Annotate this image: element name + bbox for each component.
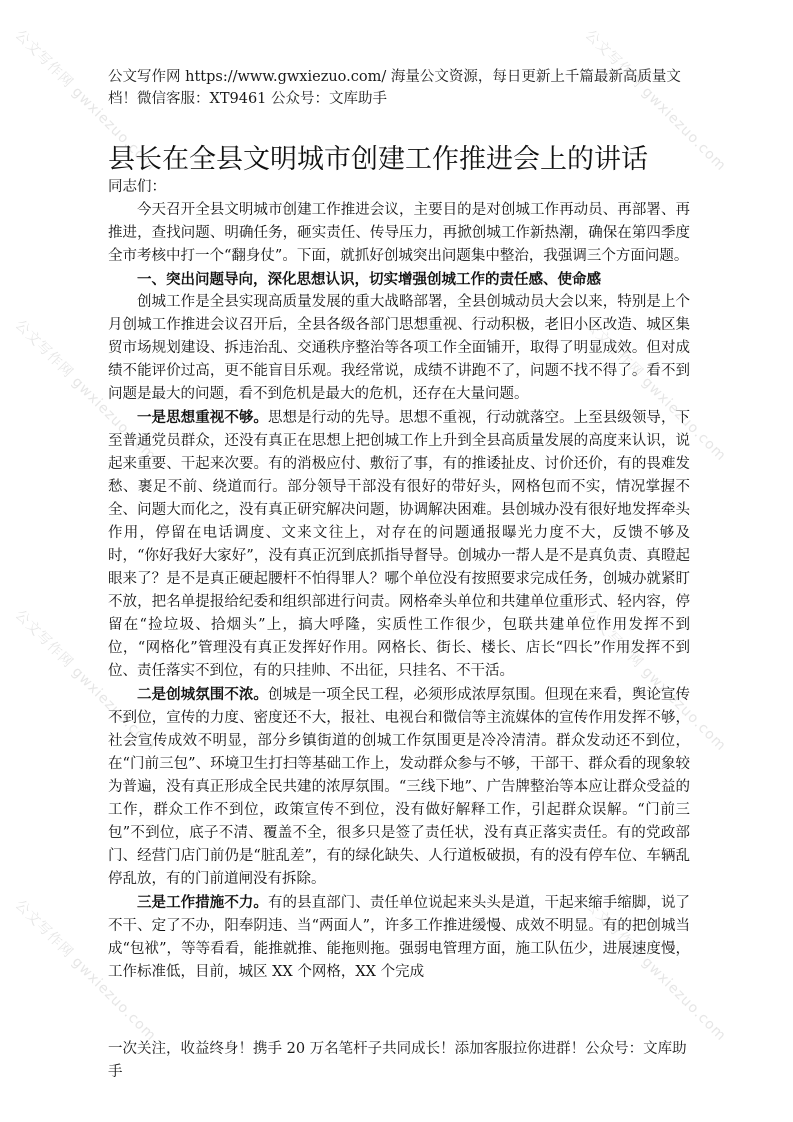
problem-item-text: 创城是一项全民工程，必须形成浓厚氛围。但现在来看，舆论宣传不到位，宣传的力度、密度还不大，报社、电视台和微信等主流媒体的宣传作用发挥不够，社会宣传成效不明显，部分乡镇街道的创城工作氛围更是冷冷清清。群众发动还不到位，在“门前三包”、环境卫生打扫等基础工作上，发动群众参与不够，干部干、群众看的现象较为普遍，没有真正形成全民共建的浓厚氛围。“三线下地”、广告牌整治等本应让群众受益的工作，群众工作不到位，政策宣传不到位，没有做好解释工作，引起群众误解。“门前三包”不到位，底子不清、覆盖不全，很多只是签了责任状，没有真正落实责任。有的党政部门、经营门店门前仍是“脏乱差”，有的绿化缺失、人行道板破损，有的没有停车位、车辆乱停乱放，有的门前道闸没有拆除。 [108, 687, 691, 887]
document-title: 县长在全县文明城市创建工作推进会上的讲话 [108, 144, 648, 175]
watermark-text: 公文写作网 gwxiezuo.com [11, 317, 160, 465]
watermark-text: 公文写作网 gwxiezuo.com [11, 27, 160, 175]
watermark-text: 公文写作网 gwxiezuo.com [581, 27, 730, 175]
watermark-text: 公文写作网 gwxiezuo.com [581, 317, 730, 465]
problem-item-lead: 一是思想重视不够。 [137, 409, 268, 426]
section-paragraph: 创城工作是全县实现高质量发展的重大战略部署，全县创城动员大会以来，特别是上个月创城工作推进会议召开后，全县各级各部门思想重视、行动积极，老旧小区改造、城区集贸市场规划建设、拆违治乱、交通秩序整治等各项工作全面铺开，取得了明显成效。但对成绩不能评价过高，更不能盲目乐观。我经常说，成绩不讲跑不了，问题不找不得了。看不到问题是最大的问题，看不到危机是最大的危机，还存在大量问题。 [108, 294, 690, 402]
problem-item-text: 思想是行动的先导。思想不重视，行动就落空。上至县级领导，下至普通党员群众，还没有真正在思想上把创城工作上升到全县高质量发展的高度来认识，说起来重要、干起来次要。有的消极应付、敷衍了事，有的推诿扯皮、讨价还价，有的畏难发愁、裹足不前、绕道而行。部分领导干部没有很好的带好头，网格包而不实，情况掌握不全、问题大而化之，没有真正研究解决问题，协调解决困难。县创城办没有很好地发挥牵头作用，停留在电话调度、文来文往上，对存在的问题通报曝光力度不大，反馈不够及时，“你好我好大家好”，没有真正沉到底抓指导督导。创城办一帮人是不是真负责、真瞪起眼来了？是不是真正硬起腰杆不怕得罪人？哪个单位没有按照要求完成任务，创城办就紧盯不放，把名单提报给纪委和组织部进行问责。网格牵头单位和共建单位重形式、轻内容，停留在“捡垃圾、拾烟头”上，搞大呼隆，实质性工作很少，包联共建单位作用发挥不到位，“网格化”管理没有真正发挥好作用。网格长、街长、楼长、店长“四长”作用发挥不到位、责任落实不到位，有的只挂帅、不出征，只挂名、不干活。 [108, 410, 691, 679]
header-note: 公文写作网 https://www.gwxiezuo.com/ 海量公文资源，每日更新上千篇最新高质量文档！微信客服：XT9461 公众号：文库助手 [108, 69, 681, 107]
salutation: 同志们： [108, 179, 166, 195]
watermark-text: 公文写作网 gwxiezuo.com [11, 897, 160, 1045]
intro-paragraph: 今天召开全县文明城市创建工作推进会议，主要目的是对创城工作再动员、再部署、再推进，查找问题、明确任务，砸实责任、传导压力，再掀创城工作新热潮，确保在第四季度全市考核中打一个“翻身仗”。下面，就抓好创城突出问题集中整治，我强调三个方面问题。 [108, 202, 690, 264]
problem-item-1 [108, 406, 690, 683]
section-heading: 一、突出问题导向，深化思想认识，切实增强创城工作的责任感、使命感 [137, 271, 601, 288]
problem-item-lead: 二是创城氛围不浓。 [137, 686, 268, 703]
document-body [108, 176, 690, 984]
problem-item-lead: 三是工作措施不力。 [137, 894, 268, 911]
problem-item-2 [108, 683, 690, 891]
problem-item-3 [108, 891, 690, 984]
watermark-text: 公文写作网 gwxiezuo.com [581, 897, 730, 1045]
watermark-text: 公文写作网 gwxiezuo.com [11, 607, 160, 755]
watermark-text: 公文写作网 gwxiezuo.com [581, 607, 730, 755]
problem-item-text: 有的县直部门、责任单位说起来头头是道，干起来缩手缩脚，说了不干、定了不办，阳奉阴违、当“两面人”，许多工作推进缓慢、成效不明显。有的把创城当成“包袱”，等等看看，能推就推、能拖则拖。强弱电管理方面，施工队伍少，进展速度慢，工作标准低，目前，城区 XX 个网格，XX 个完成 [108, 895, 691, 980]
footer-note: 一次关注，收益终身！携手 20 万名笔杆子共同成长！添加客服拉你进群！公众号：文库助手 [108, 1041, 687, 1080]
